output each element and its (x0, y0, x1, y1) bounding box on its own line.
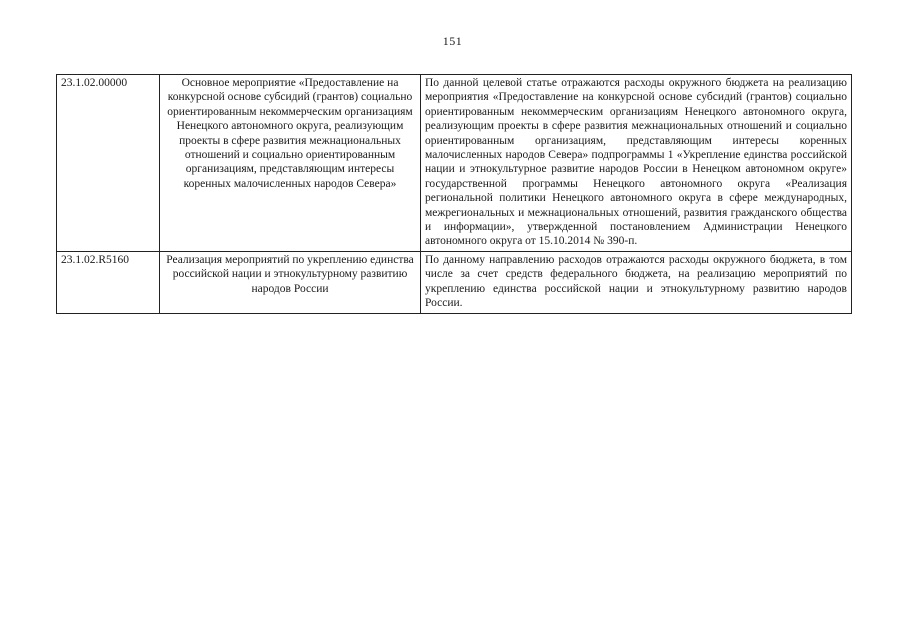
table-row (57, 75, 852, 252)
page-number: 151 (442, 34, 463, 48)
row-description: По данной целевой статье отражаются расходы окружного бюджета на реализацию мероприятия «Предоставление на конкурсной основе субсидий (грантов) социально ориентированным некоммерческим организациям Ненецкого автономного округа, реализующим проекты в сфере развития межнациональных отношений и социально ориентированным организациям, представляющим интересы коренных малочисленных народов Севера» подпрограммы 1 «Укрепление единства российской нации и этнокультурное развитие народов России в Ненецком автономном округе» государственной программы Ненецкого автономного округа «Реализация региональной политики Ненецкого автономного округа в сфере международных, межрегиональных и межнациональных отношений, развития гражданского общества и информации», утвержденной постановлением Администрации Ненецкого автономного округа от 15.10.2014 № 390-п. (421, 75, 852, 252)
row-code: 23.1.02.R5160 (57, 251, 160, 313)
budget-classification-table (56, 74, 852, 314)
row-description: По данному направлению расходов отражаются расходы окружного бюджета, в том числе за счет средств федерального бюджета, на реализацию мероприятий по укреплению единства российской нации и этнокультурному развитию народов России. (421, 251, 852, 313)
row-code: 23.1.02.00000 (57, 75, 160, 252)
row-name: Реализация мероприятий по укреплению единства российской нации и этнокультурному развитию народов России (160, 251, 421, 313)
row-name: Основное мероприятие «Предоставление на конкурсной основе субсидий (грантов) социально ориентированным некоммерческим организациям Ненецкого автономного округа, реализующим проекты в сфере развития межнациональных отношений и социально ориентированным организациям, представляющим интересы коренных малочисленных народов Севера» (160, 75, 421, 252)
table-row (57, 251, 852, 313)
